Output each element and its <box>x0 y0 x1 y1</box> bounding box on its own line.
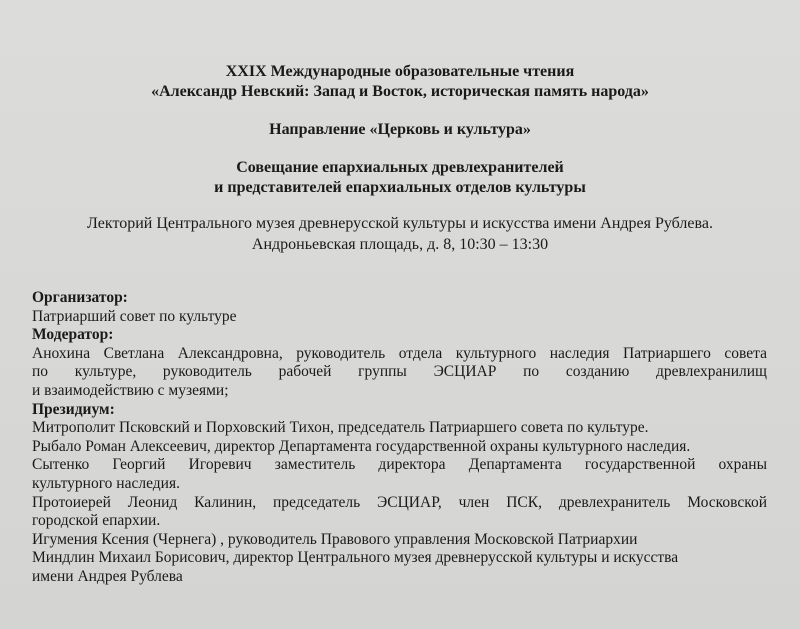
moderator-line: по культуре, руководитель рабочей группы ЭСЦИАР по созданию древлехранилищ <box>32 363 767 381</box>
readings-title: XXIX Международные образовательные чтения <box>225 63 575 80</box>
presidium-line: Рыбало Роман Алексеевич, директор Департамента государственной охраны культурного наследия. <box>32 437 691 455</box>
presidium-line: Сытенко Георгий Игоревич заместитель директора Департамента государственной охраны <box>32 456 767 474</box>
meeting-title-line2: и представителей епархиальных отделов культуры <box>214 179 586 196</box>
venue-line1: Лекторий Центрального музея древнерусской культуры и искусства имени Андрея Рублева. <box>87 215 713 232</box>
organizer-value: Патриарший совет по культуре <box>32 307 237 325</box>
venue-line2: Андроньевская площадь, д. 8, 10:30 – 13:30 <box>251 236 549 253</box>
presidium-label: Президиум: <box>32 400 115 418</box>
presidium-line: имени Андрея Рублева <box>32 567 183 585</box>
presidium-line: Миндлин Михаил Борисович, директор Центрального музея древнерусской культуры и искусства <box>32 549 679 567</box>
moderator-label: Модератор: <box>32 326 114 344</box>
program-body <box>32 289 767 587</box>
presidium-line: городской епархии. <box>32 512 161 530</box>
readings-theme: «Александр Невский: Запад и Восток, историческая память народа» <box>151 83 649 100</box>
meeting-title-line1: Совещание епархиальных древлехранителей <box>236 159 564 176</box>
direction-title: Направление «Церковь и культура» <box>269 121 531 138</box>
presidium-line: культурного наследия. <box>32 474 180 492</box>
organizer-label: Организатор: <box>32 289 128 306</box>
moderator-line: и взаимодействию с музеями; <box>32 381 229 399</box>
presidium-line: Митрополит Псковский и Порховский Тихон, председатель Патриаршего совета по культуре. <box>32 419 649 437</box>
moderator-line: Анохина Светлана Александровна, руководитель отдела культурного наследия Патриаршего совета <box>32 344 767 362</box>
presidium-line: Игумения Ксения (Чернега) , руководитель Правового управления Московской Патриархии <box>32 530 638 548</box>
presidium-line: Протоиерей Леонид Калинин, председатель ЭСЦИАР, член ПСК, древлехранитель Московской <box>32 493 767 511</box>
